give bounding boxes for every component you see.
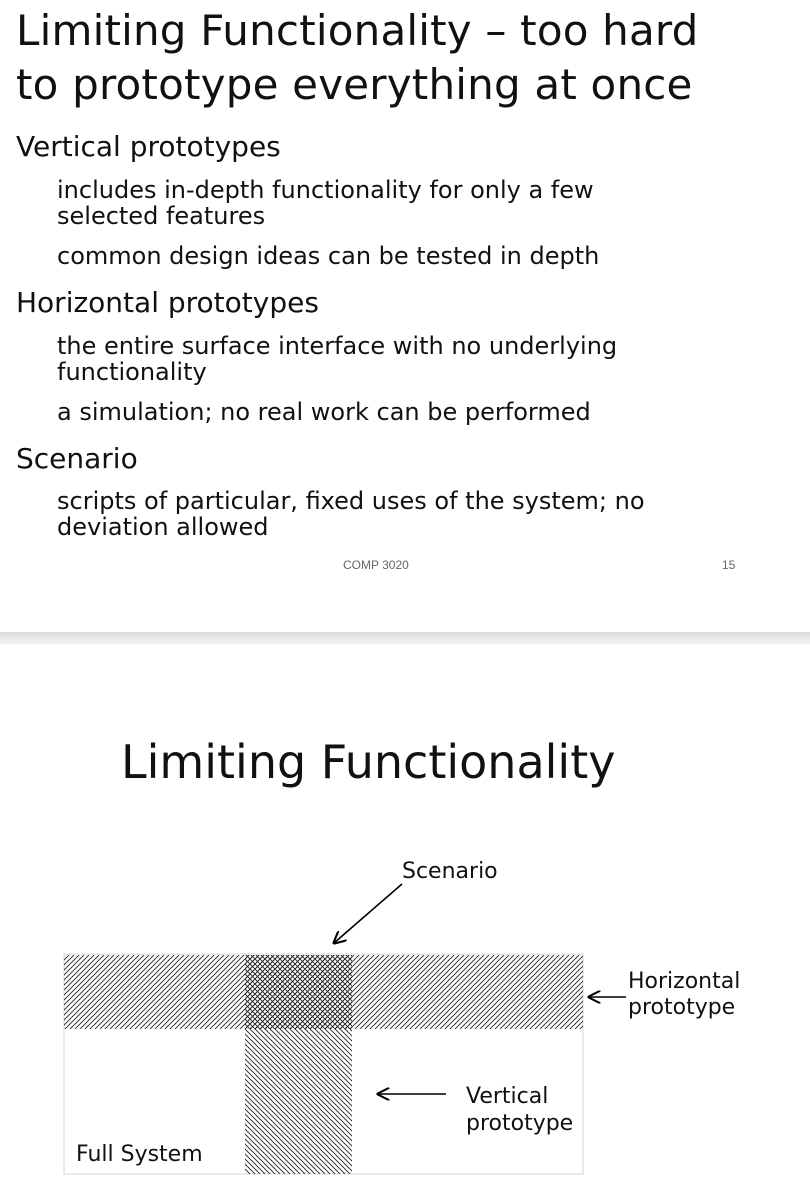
sub-point-line: the entire surface interface with no underlying — [57, 332, 618, 360]
sub-point — [57, 488, 777, 540]
slide-1-title — [16, 4, 796, 112]
vertical-label-line: prototype — [466, 1111, 574, 1136]
slide-2 — [0, 644, 810, 1201]
sub-point — [57, 243, 777, 269]
sub-point — [57, 399, 777, 425]
section-heading-horizontal: Horizontal prototypes — [16, 286, 319, 319]
footer-page-number: 15 — [722, 558, 736, 572]
footer-course: COMP 3020 — [343, 558, 409, 572]
sub-point — [57, 333, 777, 385]
section-heading-vertical: Vertical prototypes — [16, 130, 281, 163]
vertical-label-line: Vertical — [466, 1084, 549, 1109]
horizontal-label-line: Horizontal — [628, 969, 741, 994]
sub-point-line: a simulation; no real work can be performed — [57, 398, 591, 426]
scenario-arrow — [334, 884, 402, 943]
slide-2-title: Limiting Functionality — [121, 735, 616, 789]
sub-point-line: deviation allowed — [57, 513, 269, 541]
scenario-label: Scenario — [402, 859, 498, 884]
slide-1-title-line: to prototype everything at once — [16, 60, 693, 109]
sub-point — [57, 177, 777, 229]
sub-point-line: selected features — [57, 202, 266, 230]
sub-point-line: common design ideas can be tested in depth — [57, 242, 600, 270]
prototype-diagram — [0, 644, 810, 1201]
section-heading-scenario: Scenario — [16, 442, 138, 475]
sub-point-line: scripts of particular, fixed uses of the system; no — [57, 487, 645, 515]
slide-divider — [0, 632, 810, 644]
full-system-label: Full System — [76, 1142, 203, 1167]
sub-point-line: functionality — [57, 358, 207, 386]
sub-point-line: includes in-depth functionality for only a few — [57, 176, 594, 204]
slide-1-title-line: Limiting Functionality – too hard — [16, 6, 699, 55]
scenario-intersection — [245, 955, 352, 1029]
horizontal-label-line: prototype — [628, 995, 736, 1020]
